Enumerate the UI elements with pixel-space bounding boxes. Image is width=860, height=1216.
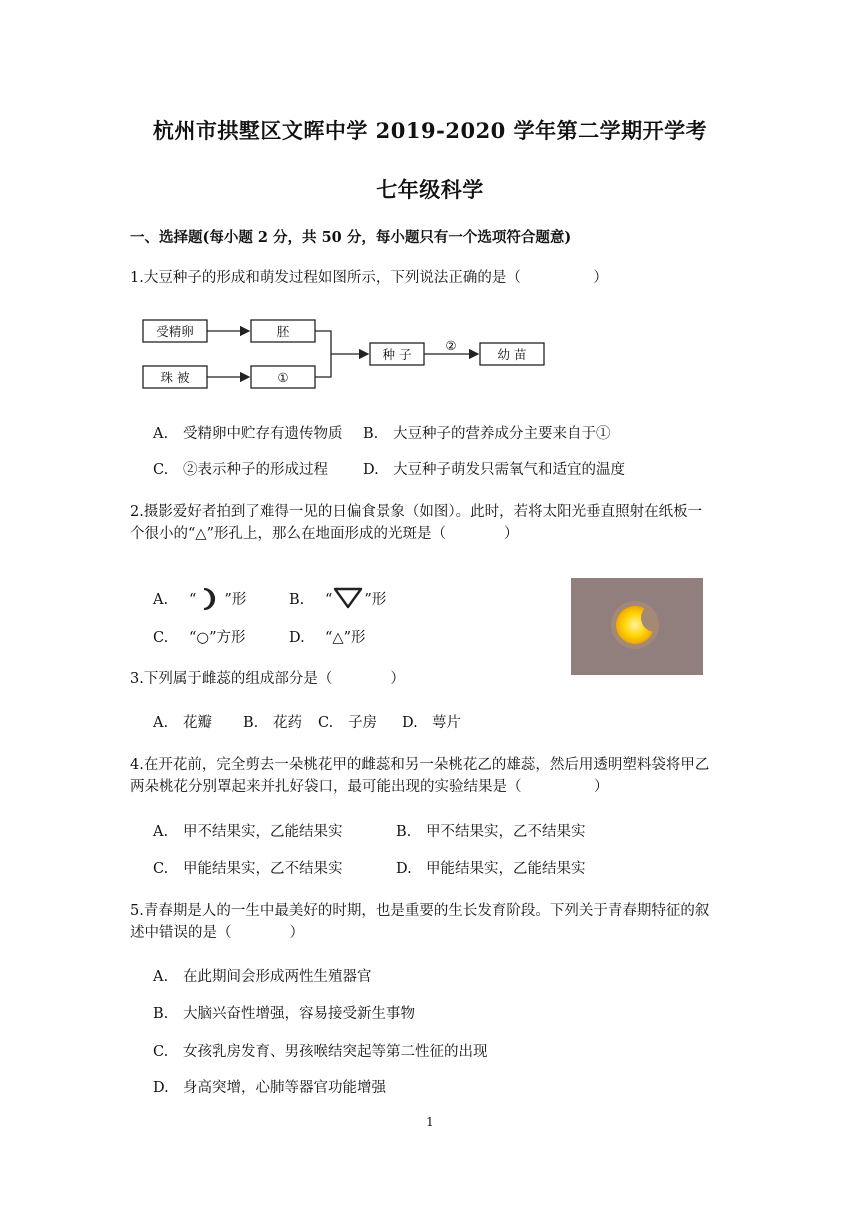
question-1-stem: 1.大豆种子的形成和萌发过程如图所示，下列说法正确的是（ ） [130,270,608,286]
section-heading: 一、选择题(每小题 2 分，共 50 分，每小题只有一个选项符合题意) [130,229,572,246]
option-text: 大脑兴奋性增强，容易接受新生事物 [183,1006,415,1022]
box2-label: 胚 [276,324,290,339]
q1-option-d [363,458,625,479]
option-letter: D. [402,715,418,731]
option-text: 萼片 [432,715,461,731]
option-quote-open: “ [189,592,197,608]
inverted-triangle-icon [332,586,364,610]
option-letter: A. [153,969,169,985]
q4-option-c [153,857,343,878]
option-text: ②表示种子的形成过程 [183,462,328,478]
crescent-shape-icon [196,586,224,612]
question-4-stem-line2: 两朵桃花分别罩起来并扎好袋口，最可能出现的实验结果是（ ） [130,779,609,795]
q3-option-b [243,711,302,732]
option-letter: D. [289,630,305,646]
option-text: 受精卵中贮存有遗传物质 [183,426,343,442]
q4-option-a [153,820,343,841]
question-5-stem-line2: 述中错误的是（ ） [130,925,304,941]
option-letter: C. [153,462,169,478]
exam-subtitle: 七年级科学 [376,177,484,202]
q1-option-c [153,458,328,479]
q4-option-b [396,820,586,841]
question-2-stem-line1: 2.摄影爱好者拍到了难得一见的日偏食景象（如图）。此时，若将太阳光垂直照射在纸板一 [130,504,703,520]
option-letter: B. [363,426,379,442]
box5-label: 种 子 [382,347,412,362]
question-4-stem-line1: 4.在开花前，完全剪去一朵桃花甲的雌蕊和另一朵桃花乙的雄蕊，然后用透明塑料袋将甲乙 [130,757,710,773]
box6-label: 幼 苗 [497,347,527,362]
option-text: 甲能结果实，乙不结果实 [183,861,343,877]
arrow-label: ② [445,338,457,353]
option-text: 大豆种子的营养成分主要来自于① [393,426,611,442]
q3-option-c [318,711,377,732]
option-text: “△”形 [325,630,366,646]
box4-label: ① [277,370,289,385]
option-text: 甲不结果实，乙能结果实 [183,824,343,840]
option-letter: B. [153,1006,169,1022]
q4-option-d [396,857,586,878]
q5-option-c [153,1040,488,1061]
q2-option-c [153,626,245,647]
option-letter: C. [153,1044,169,1060]
option-text: 女孩乳房发育、男孩喉结突起等第二性征的出现 [183,1044,488,1060]
option-text: 花药 [273,715,302,731]
option-letter: D. [396,861,412,877]
option-letter: C. [318,715,334,731]
option-letter: A. [153,592,169,608]
partial-eclipse-photo [571,578,703,675]
q3-option-a [153,711,212,732]
q1-option-b [363,422,611,443]
option-letter: C. [153,861,169,877]
q2-option-d [289,626,365,647]
box3-label: 珠 被 [160,370,190,385]
option-text: 身高突增，心肺等器官功能增强 [183,1080,386,1096]
option-text: 甲不结果实，乙不结果实 [426,824,586,840]
q2-option-b [289,586,386,610]
q2-option-a [153,586,246,612]
option-letter: A. [153,824,169,840]
option-letter: B. [289,592,305,608]
option-text: 花瓣 [183,715,212,731]
option-letter: A. [153,715,169,731]
option-letter: B. [396,824,412,840]
option-text: 甲能结果实，乙能结果实 [426,861,586,877]
option-text: “○”方形 [189,630,246,646]
option-quote-close: ”形 [224,592,247,608]
option-letter: C. [153,630,169,646]
q3-option-d [402,711,461,732]
option-text: 大豆种子萌发只需氧气和适宜的温度 [393,462,625,478]
q5-option-b [153,1002,415,1023]
seed-formation-diagram [138,312,548,396]
q5-option-d [153,1076,386,1097]
q1-option-a [153,422,343,443]
option-quote-open: “ [325,592,333,608]
option-quote-close: ”形 [364,592,387,608]
option-letter: B. [243,715,259,731]
option-text: 子房 [348,715,377,731]
q5-option-a [153,965,372,986]
exam-title: 杭州市拱墅区文晖中学 2019-2020 学年第二学期开学考 [152,118,708,143]
option-letter: A. [153,426,169,442]
question-5-stem-line1: 5.青春期是人的一生中最美好的时期，也是重要的生长发育阶段。下列关于青春期特征的叙 [130,903,710,919]
page-number: 1 [426,1115,434,1129]
question-3-stem: 3.下列属于雌蕊的组成部分是（ ） [130,671,405,687]
option-letter: D. [153,1080,169,1096]
question-2-stem-line2: 个很小的“△”形孔上，那么在地面形成的光斑是（ ） [130,526,519,542]
box1-label: 受精卵 [156,324,194,339]
option-text: 在此期间会形成两性生殖器官 [183,969,372,985]
option-letter: D. [363,462,379,478]
